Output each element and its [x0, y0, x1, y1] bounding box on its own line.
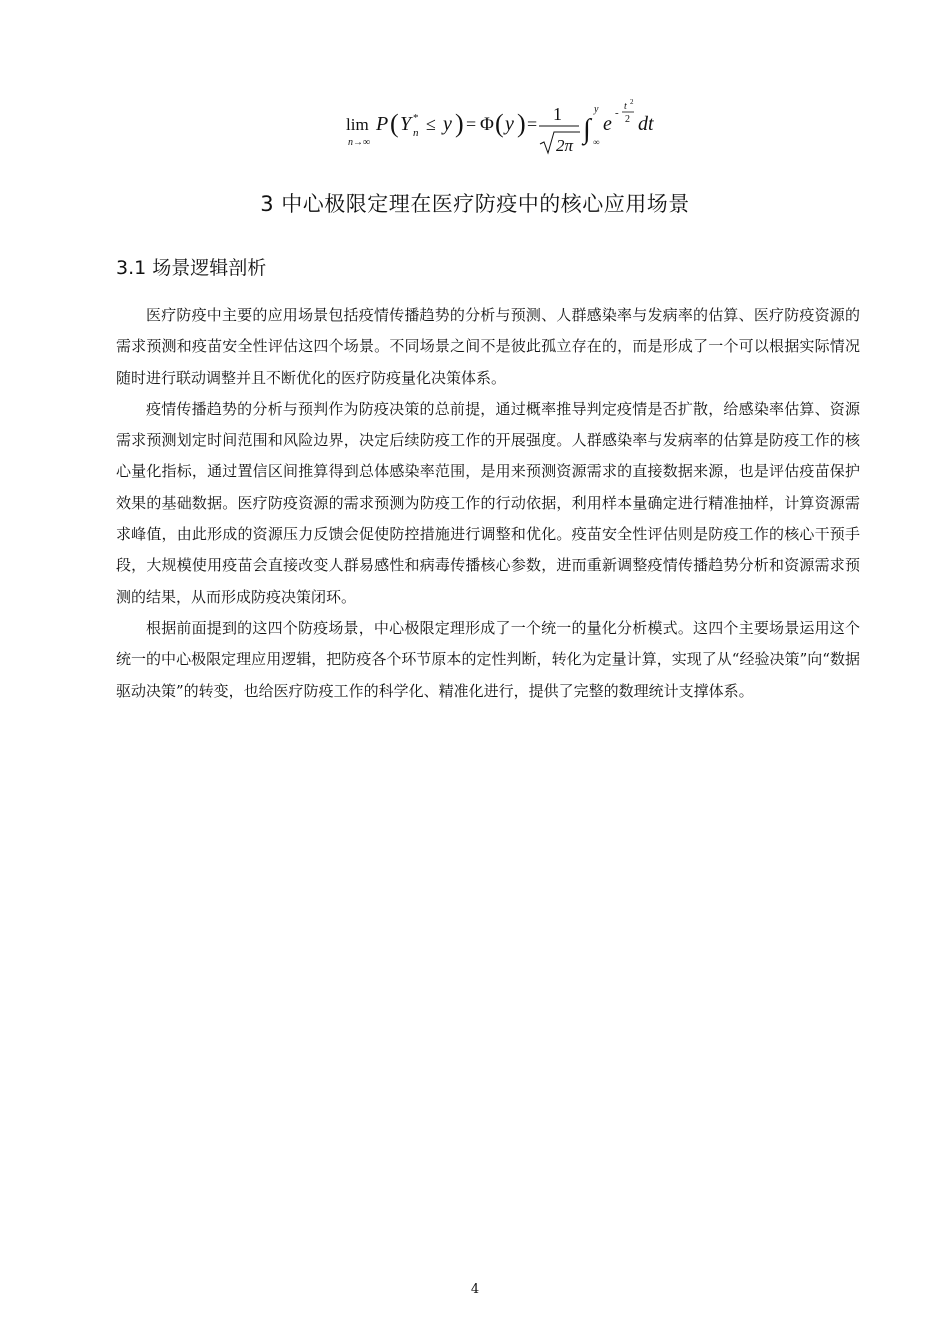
paragraph: 医疗防疫中主要的应用场景包括疫情传播趋势的分析与预测、人群感染率与发病率的估算、医疗防疫资源的需求预测和疫苗安全性评估这四个场景。不同场景之间不是彼此孤立存在的，而是形成了一个可以根据实际情况随时进行联动调整并且不断优化的医疗防疫量化决策体系。 [116, 306, 860, 387]
formula-p: P [376, 113, 389, 135]
chapter-title: 3 中心极限定理在医疗防疫中的核心应用场景 [260, 192, 690, 216]
formula-paren2-open: ( [495, 109, 504, 138]
formula-dt: dt [638, 113, 654, 135]
formula-y-var: Y [400, 113, 412, 135]
formula-e: e [603, 113, 612, 135]
formula-y-sub: n [413, 127, 419, 139]
formula-integral: ∫ [583, 114, 591, 145]
clt-formula [300, 96, 680, 160]
formula-eq2: = [527, 114, 538, 134]
formula-eq1: = [466, 114, 477, 134]
formula-exp-minus: - [615, 107, 619, 119]
page-number: 4 [470, 1282, 480, 1297]
formula-two: 2 [625, 114, 630, 125]
formula-y2: y [505, 113, 514, 135]
formula-sqrt-arg: 2π [556, 136, 574, 155]
formula-t: t [624, 101, 627, 112]
paragraph: 根据前面提到的这四个防疫场景，中心极限定理形成了一个统一的量化分析模式。这四个主要场景运用这个统一的中心极限定理应用逻辑，把防疫各个环节原本的定性判断，转化为定量计算，实现了从“经验决策”向“数据驱动决策”的转变，也给医疗防疫工作的科学化、精准化进行，提供了完整的数理统计支撑体系。 [116, 618, 860, 700]
formula-phi: Φ [480, 114, 494, 135]
formula-paren2-close: ) [517, 109, 526, 138]
formula-one: 1 [553, 104, 562, 124]
body-text [116, 300, 860, 707]
paragraph: 疫情传播趋势的分析与预判作为防疫决策的总前提，通过概率推导判定疫情是否扩散，给感染率估算、资源需求预测划定时间范围和风险边界，决定后续防疫工作的开展强度。人群感染率与发病率的估算是防疫工作的核心量化指标，通过置信区间推算得到总体感染率范围，是用来预测资源需求的直接数据来源，也是评估疫苗保护效果的基础数据。医疗防疫资源的需求预测为防疫工作的行动依据，利用样本量确定进行精准抽样，计算资源需求峰值，由此形成的资源压力反馈会促使防控措施进行调整和优化。疫苗安全性评估则是防疫工作的核心干预手段，大规模使用疫苗会直接改变人群易感性和病毒传播核心参数，进而重新调整疫情传播趋势分析和资源需求预测的结果，从而形成防疫决策闭环。 [116, 399, 860, 606]
formula-t-sup: 2 [630, 98, 634, 106]
section-title: 3.1 场景逻辑剖析 [116, 257, 267, 279]
formula-lim-sub: n→∞ [348, 137, 371, 148]
formula-y-sup: * [413, 112, 419, 124]
formula-paren-close: ) [455, 109, 464, 138]
formula [300, 96, 680, 160]
formula-paren-open: ( [390, 109, 399, 138]
formula-leq: ≤ [426, 114, 436, 134]
formula-int-upper: y [594, 104, 599, 115]
formula-int-lower: ∞ [593, 137, 600, 147]
formula-lim: lim [346, 115, 369, 134]
formula-y: y [443, 113, 452, 135]
